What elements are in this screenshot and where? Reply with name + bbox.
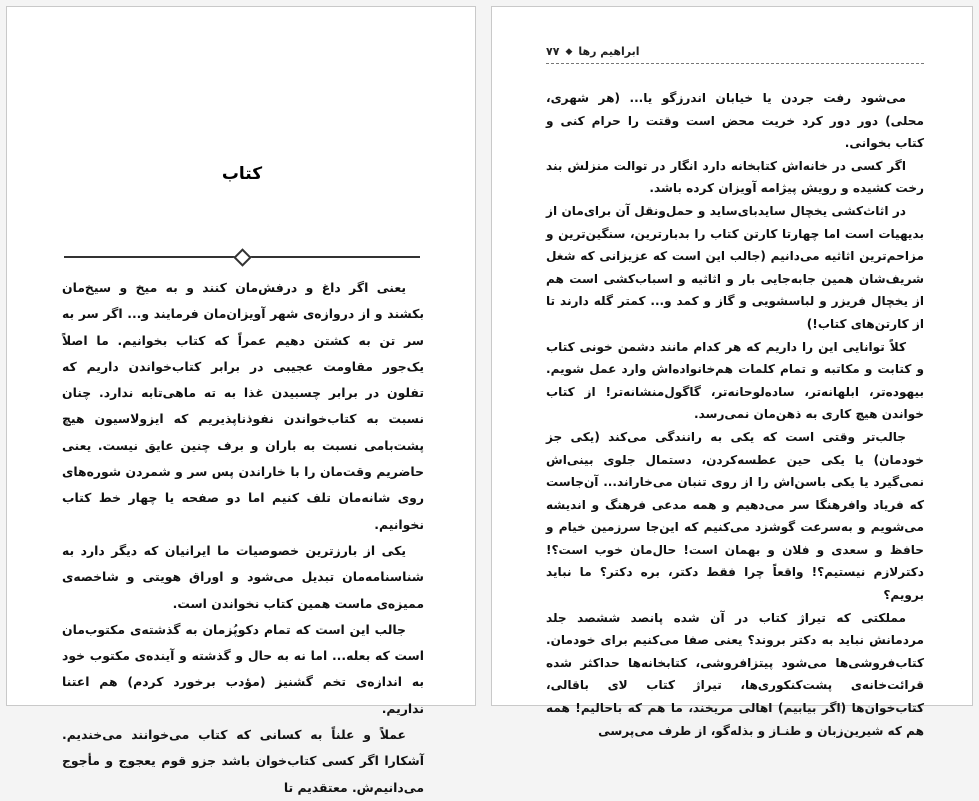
paragraph: یکی از بارزترین خصوصیات ما ایرانیان که دیگر دارد به شناسنامه‌مان تبدیل می‌شود و اوراق هویتی و شاخصه‌ی ممیزه‌ی ماست همین کتاب نخواندن است. (62, 542, 424, 611)
diamond-separator-icon: ◆ (565, 46, 573, 57)
chapter-title: کتاب (221, 164, 263, 184)
paragraph: مملکتی که تیراژ کتاب در آن شده پانصد ششصد جلد مردمانش نباید به دکتر بروند؟ یعنی صفا می‌کنیم برای خودمان. کتاب‌فروشی‌ها می‌شود پیتزافروشی، کتابخانه‌ها حداکثر شده قرائت‌خانه‌ی پشت‌کنکوری‌ها، تیراژ کتاب لای باقالی، کتاب‌خوان‌ها (اگر بیابیم) اهالی مریخند، ما هم که باحالیم! همه هم که شیرین‌زبان و طنـاز و بذله‌گو، از طرف می‌پرسی (546, 610, 924, 738)
paragraph: می‌شود رفت جردن یا خیابان اندرزگو یا... (هر شهری، محلی) دور دور کرد خریت محض است وقتت را حرام کنی و کتاب بخوانی. (546, 91, 924, 151)
paragraph: یعنی اگر داغ و درفش‌مان کنند و به میخ و سیخ‌مان بکشند و از دروازه‌ی شهر آویزان‌مان فرمایند و... اگر سر به سر تن به کشتن دهیم عمراً که کتاب بخوانیم. ما اصلاً یک‌جور مقاومت عجیبی در برابر کتاب‌خواندن داریم که تفلون در برابر چسبیدن غذا به ته ماهی‌تابه ندارد. چنان نسبت به کتاب‌خواندن نفوذناپذیریم که ایزولاسیون هیچ پشت‌بامی نسبت به باران و برف چنین عایق نیست. یعنی حاضریم وقت‌مان را با خاراندن پس سر و شمردن شوره‌های روی شانه‌مان تلف کنیم اما دو صفحه یا چهار خط کتاب نخوانیم. (62, 280, 424, 532)
diamond-ornament-icon (233, 248, 251, 266)
paragraph: اگر کسی در خانه‌اش کتابخانه دارد انگار در توالت منزلش بند رخت کشیده و رویش پیژامه آویزان کرده باشد. (546, 158, 924, 196)
paragraph: جالب‌تر وقتی است که یکی به رانندگی می‌کند (یکی جز خودمان) یا یکی حین عطسه‌کردن، دستمال جلوی بینی‌اش نمی‌گیرد یا یکی باسن‌اش را از روی تنبان می‌خاراند... آن‌جاست که فریاد وافرهنگا سر می‌دهیم و همه مدعی فرهنگ و اندیشه می‌شویم و به‌سرعت گوشزد می‌کنیم که این‌جا سرزمین خیام و حافظ و سعدی و فلان و بهمان است! حال‌مان خوب است؟! دکترلازم نیستیم؟! واقعاً چرا فقط دکتر، بره دکتر؟ ما نباید برویم؟ (546, 429, 924, 603)
paragraph: جالب این است که تمام دکوپُزمان به گذشته‌ی مکتوب‌مان است که بعله... اما نه به حال و گذشته و آینده‌ی مکتوب خود به اندازه‌ی تخم گشنیز (مؤدب برخورد کردم) هم اعتنا نداریم. (62, 621, 424, 716)
running-head-author: ابراهیم رها (578, 45, 640, 58)
paragraph: در اثاث‌کشی یخچال سایدبای‌ساید و حمل‌ونقل آن برای‌مان از بدیهیات است اما چهارتا کارتن کتاب را بدبارترین، سنگین‌ترین و مزاحم‌ترین اثاثیه می‌دانیم (جالب این است که عزیزانی که شغل شریف‌شان همین جابه‌جایی بار و اثاثیه و اسباب‌کشی است هم از یخچال فریزر و لباسشویی و گاز و کمد و... کمتر گله دارند تا از کارتن‌های کتاب!) (546, 203, 924, 331)
right-page (491, 6, 973, 738)
left-page-body (62, 275, 424, 801)
left-page (6, 6, 476, 795)
paragraph: کلاً توانایی این را داریم که هر کدام مانند دشمن خونی کتاب و کتابت و مکاتبه و تمام کلمات هم‌خانواده‌اش وارد عمل شویم. بیهوده‌تر، ابلهانه‌تر، ساده‌لوحانه‌تر، گاگول‌منشانه‌تر! از کتاب خواندن هیچ کاری به ذهن‌مان نمی‌رسد. (546, 339, 924, 422)
page-number: ۷۷ (546, 45, 560, 58)
paragraph: عملاً و علناً به کسانی که کتاب می‌خوانند می‌خندیم. آشکارا اگر کسی کتاب‌خوان باشد جزو قوم یعجوج و مأجوج می‌دانیم‌ش. معتقدیم تا (62, 727, 424, 795)
right-page-body (546, 87, 924, 742)
header-rule (546, 63, 924, 64)
running-head (546, 45, 924, 58)
